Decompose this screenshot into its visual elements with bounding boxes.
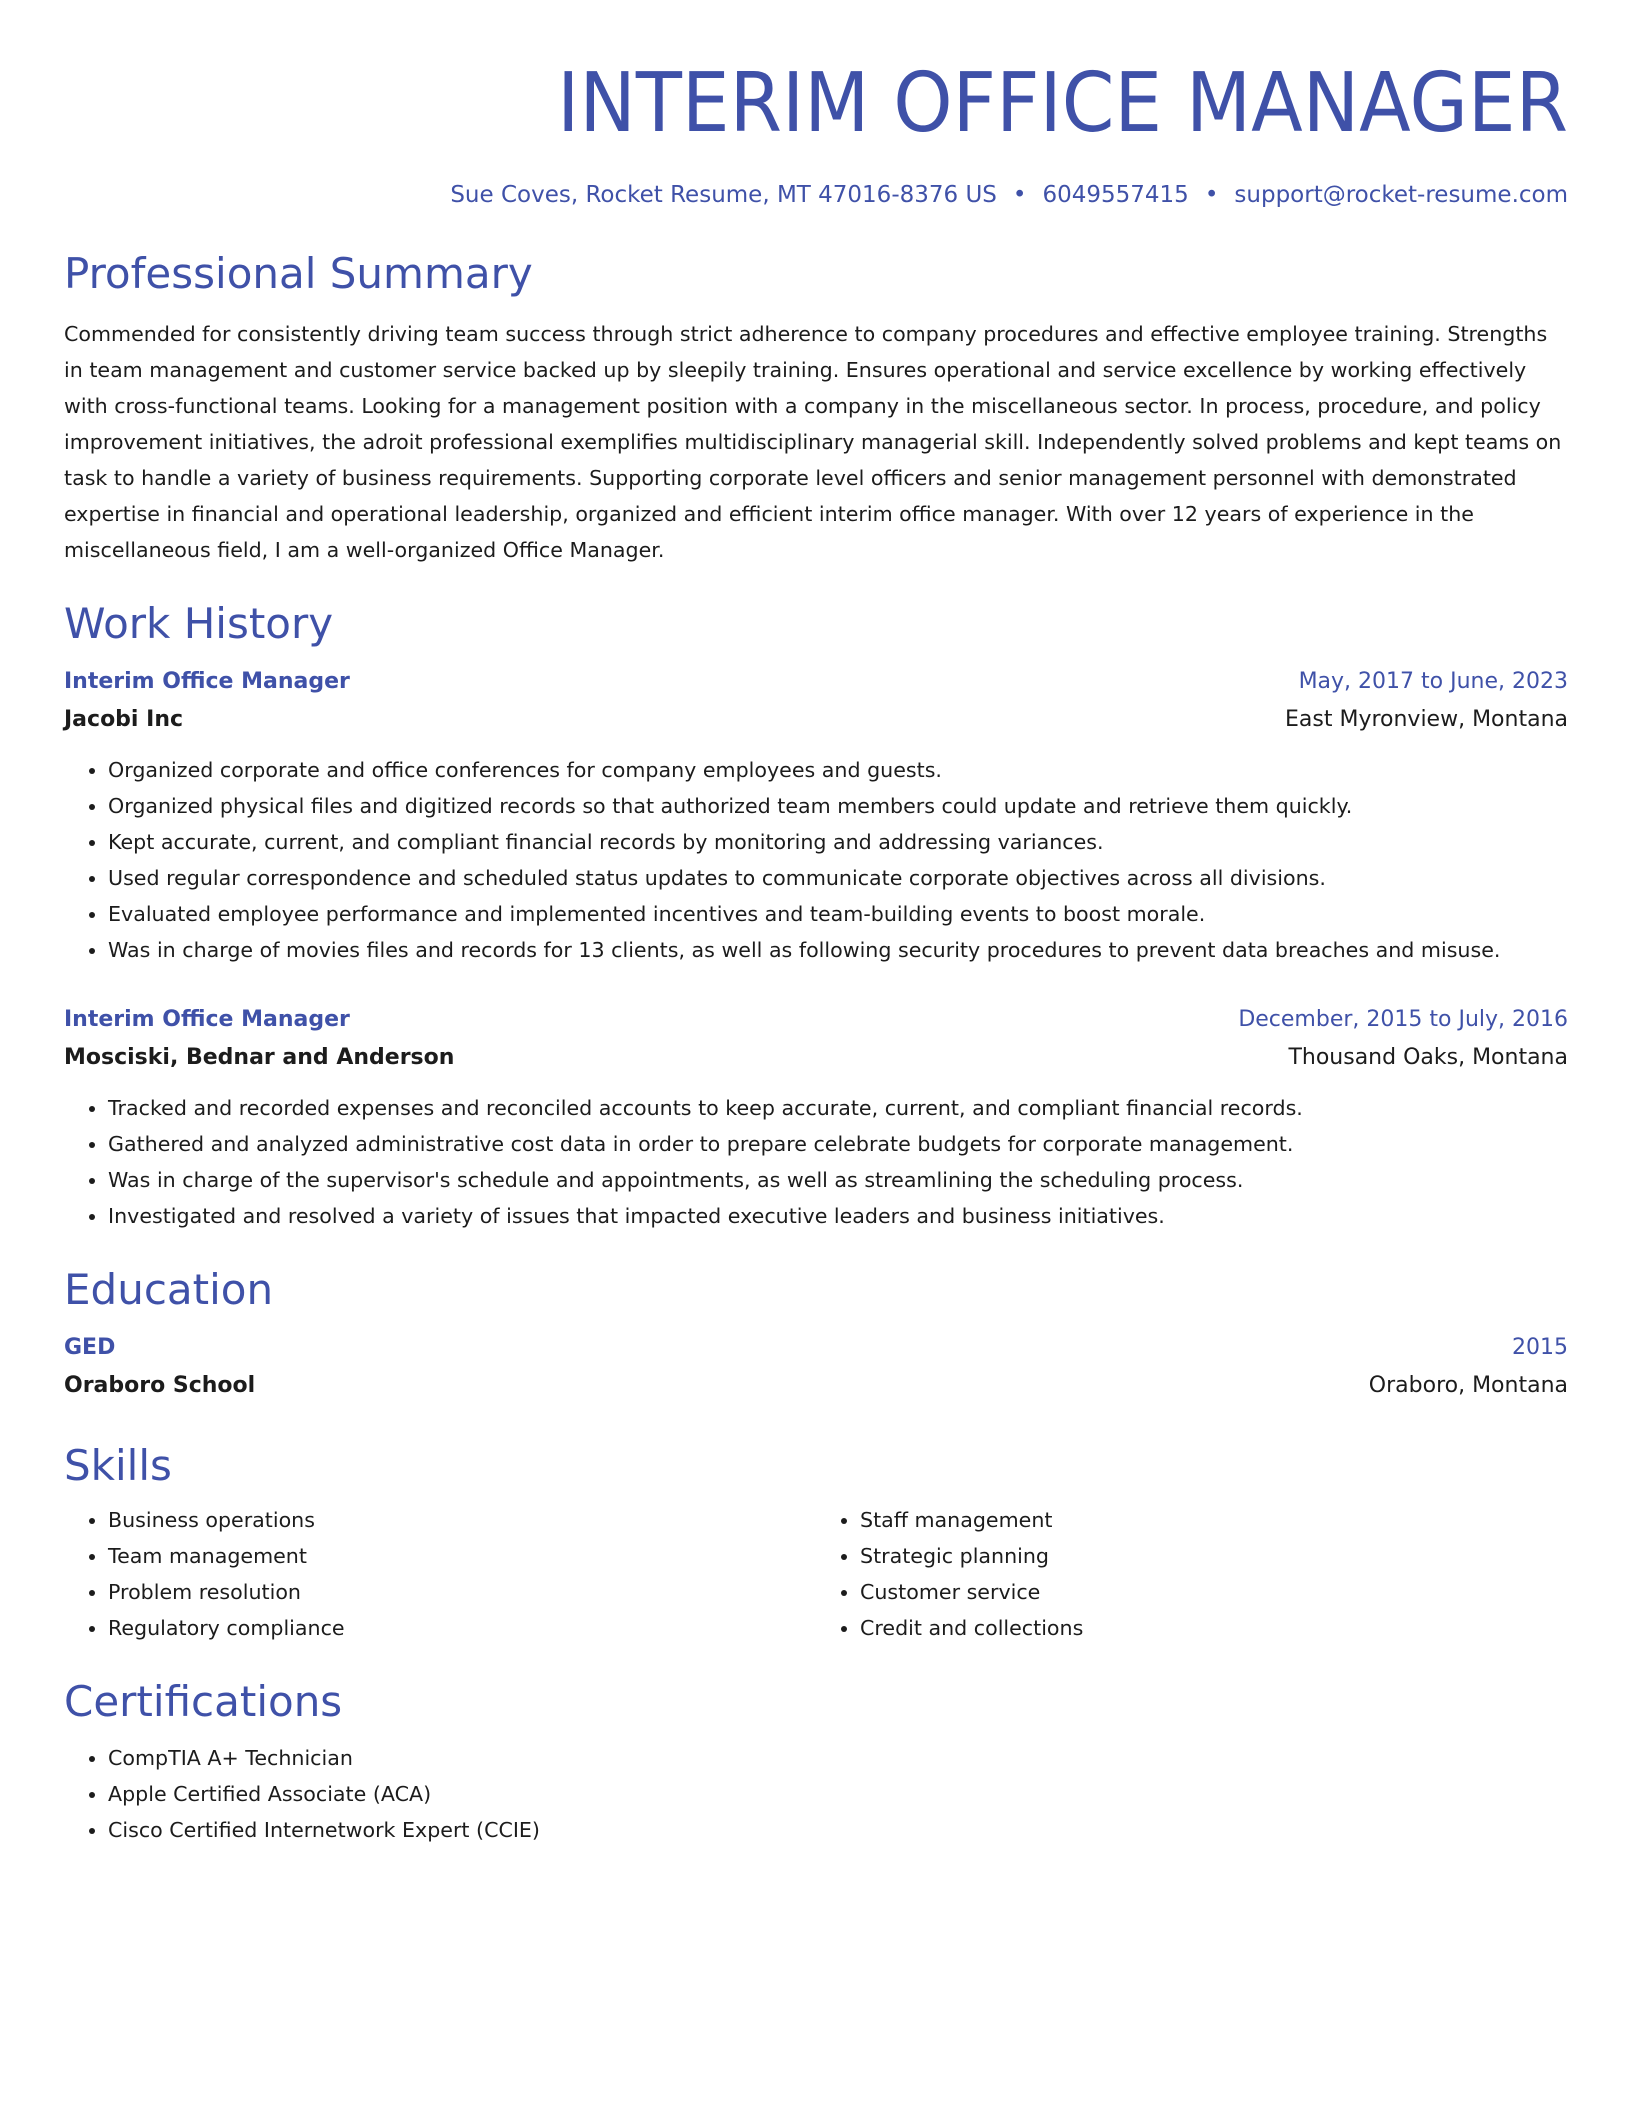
- job-bullet: • Tracked and recorded expenses and reconciled accounts to keep accurate, current, and compliant financial records.: [108, 1090, 1568, 1126]
- job-bullet: • Investigated and resolved a variety of issues that impacted executive leaders and business initiatives.: [108, 1198, 1568, 1234]
- job-dates: December, 2015 to July, 2016: [1238, 1007, 1568, 1032]
- job-title: Interim Office Manager: [64, 669, 350, 694]
- job-bullet: • Organized corporate and office conferences for company employees and guests.: [108, 752, 1568, 788]
- skill-item: • Credit and collections: [860, 1610, 1568, 1646]
- job-bullet: • Was in charge of movies files and records for 13 clients, as well as following security procedures to prevent data breaches and misuse.: [108, 932, 1568, 968]
- job-bullet: • Organized physical files and digitized records so that authorized team members could update and retrieve them quickly.: [108, 788, 1568, 824]
- work-history-heading: Work History: [64, 599, 334, 648]
- job-company: Mosciski, Bednar and Anderson: [64, 1045, 455, 1070]
- job-bullet: • Gathered and analyzed administrative cost data in order to prepare celebrate budgets for corporate management.: [108, 1126, 1568, 1162]
- job-dates: May, 2017 to June, 2023: [1298, 669, 1568, 694]
- education-heading: Education: [64, 1265, 274, 1314]
- skill-item: • Strategic planning: [860, 1538, 1568, 1574]
- skills-column-right: [816, 1502, 1568, 1646]
- job-bullets: [64, 752, 1568, 968]
- resume-title: INTERIM OFFICE MANAGER: [557, 56, 1568, 151]
- certification-item: • CompTIA A+ Technician: [108, 1740, 1568, 1776]
- education-school: Oraboro School: [64, 1373, 256, 1398]
- contact-line: [64, 180, 1568, 210]
- job-bullet: • Evaluated employee performance and implemented incentives and team-building events to boost morale.: [108, 896, 1568, 932]
- separator-dot: •: [1012, 182, 1027, 208]
- job-bullets: [64, 1090, 1568, 1234]
- job-title: Interim Office Manager: [64, 1007, 350, 1032]
- education-year: 2015: [1512, 1335, 1568, 1360]
- certifications-heading: Certifications: [64, 1677, 343, 1726]
- skill-item: • Business operations: [108, 1502, 816, 1538]
- job-location: Thousand Oaks, Montana: [1288, 1045, 1568, 1070]
- summary-text: Commended for consistently driving team success through strict adherence to company procedures and effective employee training. Strengths in team management and customer service backed up by sleepily training. Ensures operational and service excellence by working effectively with cross-functional teams. Looking for a management position with a company in the miscellaneous sector. In process, procedure, and policy improvement initiatives, the adroit professional exemplifies multidisciplinary managerial skill. Independently solved problems and kept teams on task to handle a variety of business requirements. Supporting corporate level officers and senior management personnel with demonstrated expertise in financial and operational leadership, organized and efficient interim office manager. With over 12 years of experience in the miscellaneous field, I am a well-organized Office Manager.: [64, 322, 1562, 562]
- skills-heading: Skills: [64, 1441, 172, 1490]
- education-location: Oraboro, Montana: [1368, 1373, 1568, 1398]
- certifications-list: [64, 1740, 1568, 1848]
- skill-item: • Staff management: [860, 1502, 1568, 1538]
- education-degree: GED: [64, 1335, 116, 1360]
- skill-item: • Problem resolution: [108, 1574, 816, 1610]
- job-entry: [64, 1002, 1568, 1234]
- skill-item: • Regulatory compliance: [108, 1610, 816, 1646]
- skill-item: • Team management: [108, 1538, 816, 1574]
- resume-page: [64, 0, 1568, 1848]
- job-location: East Myronview, Montana: [1285, 707, 1568, 732]
- skills-column-left: [64, 1502, 816, 1646]
- skill-item: • Customer service: [860, 1574, 1568, 1610]
- education-entry: [64, 1330, 1568, 1406]
- separator-dot: •: [1204, 182, 1219, 208]
- job-company: Jacobi Inc: [64, 707, 184, 732]
- job-bullet: • Kept accurate, current, and compliant financial records by monitoring and addressing variances.: [108, 824, 1568, 860]
- certification-item: • Apple Certified Associate (ACA): [108, 1776, 1568, 1812]
- contact-address: Sue Coves, Rocket Resume, MT 47016-8376 US: [450, 182, 997, 208]
- certification-item: • Cisco Certified Internetwork Expert (CCIE): [108, 1812, 1568, 1848]
- skills-grid: [64, 1502, 1568, 1646]
- contact-email: support@rocket-resume.com: [1234, 182, 1568, 208]
- job-entry: [64, 664, 1568, 968]
- contact-phone: 6049557415: [1042, 182, 1189, 208]
- job-bullet: • Used regular correspondence and scheduled status updates to communicate corporate objectives across all divisions.: [108, 860, 1568, 896]
- job-bullet: • Was in charge of the supervisor's schedule and appointments, as well as streamlining the scheduling process.: [108, 1162, 1568, 1198]
- summary-heading: Professional Summary: [64, 249, 533, 298]
